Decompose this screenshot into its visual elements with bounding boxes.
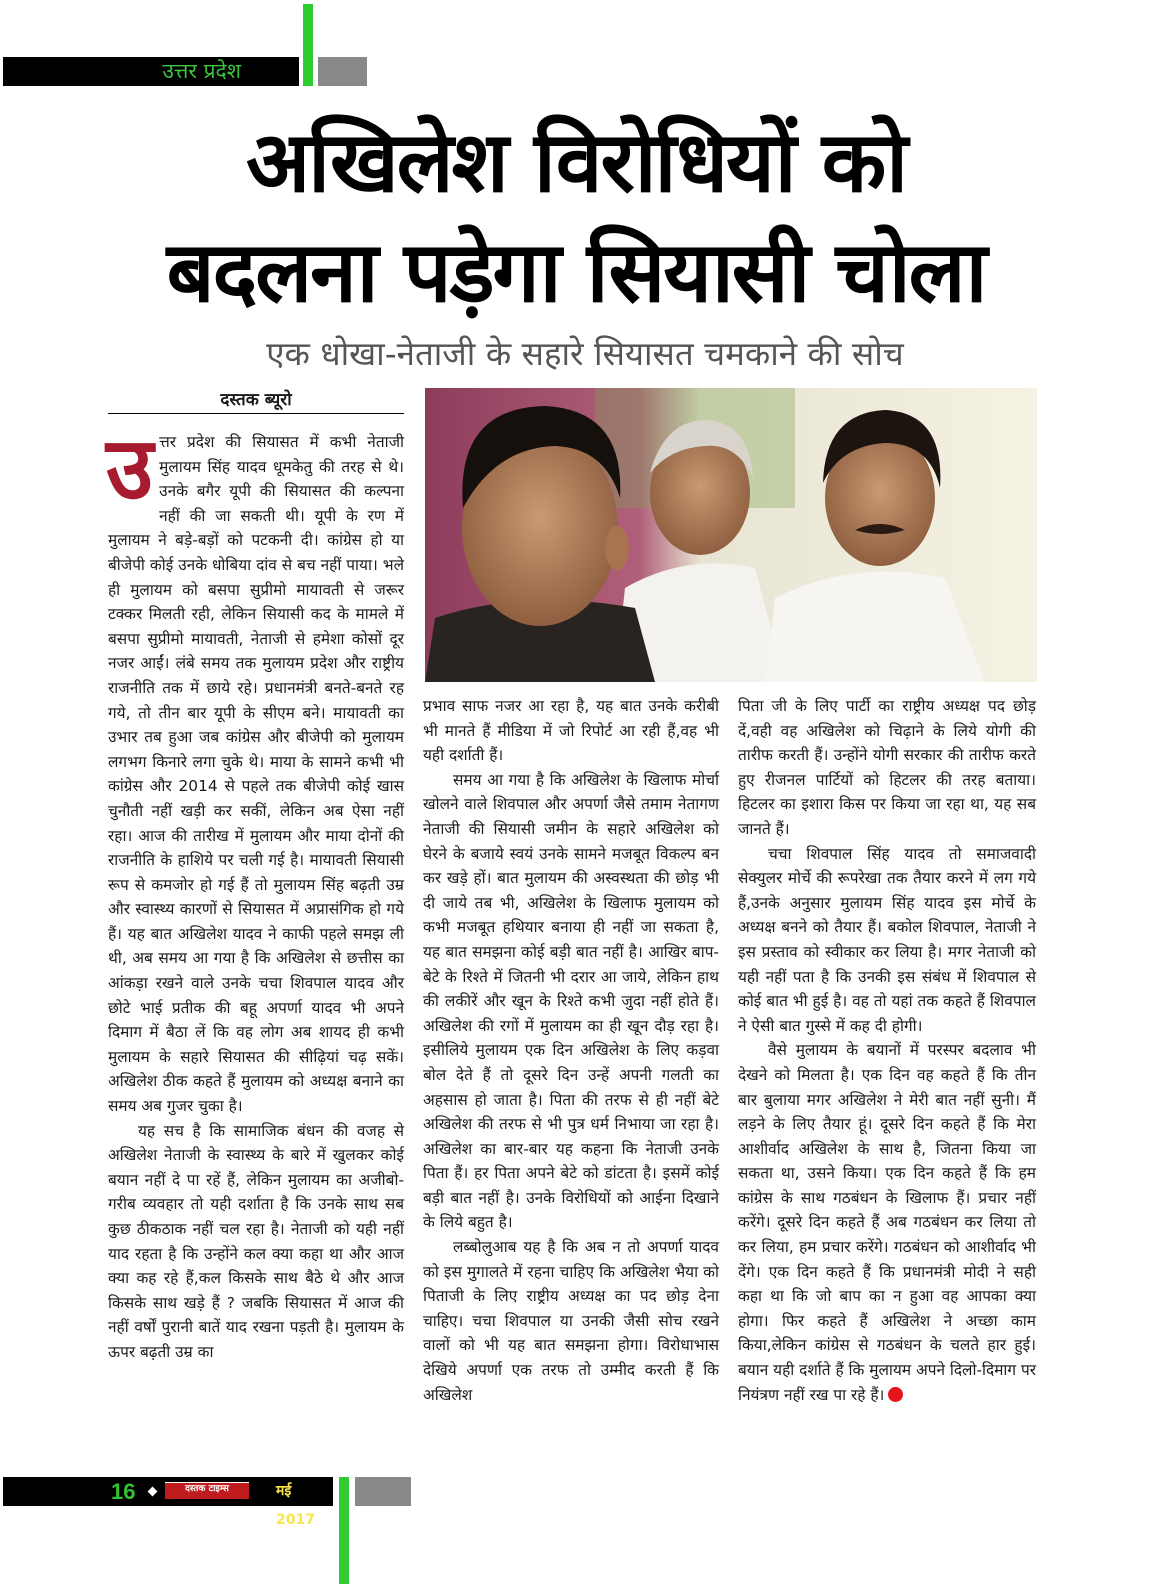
article-end-marker-icon <box>888 1387 903 1402</box>
headline-line-2: बदलना पड़ेगा सियासी चोला <box>166 223 986 321</box>
diamond-bullet-icon <box>148 1487 158 1497</box>
article-column-3 <box>738 694 1036 1407</box>
page-footer-bar <box>3 1477 333 1528</box>
headline-line-1: अखिलेश विरोधियों को <box>246 113 906 211</box>
paragraph <box>106 419 404 1119</box>
paragraph: चचा शिवपाल सिंह यादव तो समाजवादी सेक्युलर मोर्चे की रूपरेखा तक तैयार करने में लग गये हैं,उनके अनुसार मुलायम सिंह यादव इस मोर्चे के अध्यक्ष बनने को तैयार हैं। बकोल शिवपाल, नेताजी ने इस प्रस्ताव को स्वीकार कर लिया है। मगर नेताजी को यही नहीं पता है कि उनकी इस संबंध में शिवपाल से कोई बात भी हुई है। वह तो यहां तक कहते हैं शिवपाल ने ऐसी बात गुस्से में कह दी होगी। <box>738 844 1036 1035</box>
paragraph: लब्बोलुआब यह है कि अब न तो अपर्णा यादव को इस मुगालते में रहना चाहिए कि अखिलेश भैया को पिताजी के लिए राष्ट्रीय अध्यक्ष का पद छोड़ देना चाहिए। चचा शिवपाल या उनकी जैसी सोच रखने वालों को भी यह बात समझना होगा। विरोधाभास देखिये अपर्णा एक तरफ तो उम्मीद करती हैं कि अखिलेश <box>423 1238 719 1404</box>
section-label: उत्तर प्रदेश <box>162 59 241 83</box>
subheading: एक धोखा-नेताजी के सहारे सियासत चमकाने की सोच <box>266 334 904 373</box>
article-column-2 <box>423 694 719 1407</box>
drop-cap: उ <box>106 419 154 519</box>
magazine-logo-text: दस्तक टाइम्स <box>165 1483 249 1496</box>
green-accent-stripe-bottom <box>339 1477 349 1584</box>
article-photo <box>425 388 1037 682</box>
page-number: 16 <box>111 1479 136 1504</box>
photo-collage-illustration <box>425 388 1037 682</box>
paragraph: प्रभाव साफ नजर आ रहा है, यह बात उनके करीबी भी मानते हैं मीडिया में जो रिपोर्ट आ रही हैं,वह भी यही दर्शाती हैं। <box>423 697 719 765</box>
byline-divider <box>108 413 404 414</box>
grey-accent-block-bottom <box>355 1477 411 1506</box>
green-accent-stripe <box>303 4 313 86</box>
paragraph-text: वैसे मुलायम के बयानों में परस्पर बदलाव भी देखने को मिलता है। एक दिन वह कहते हैं कि तीन बार बुलाया मगर अखिलेश ने मेरी बात नहीं सुनी। मैं लड़ने के लिए तैयार हूं। दूसरे दिन कहते हैं कि मेरा आशीर्वाद अखिलेश के साथ है, जितना किया जा सकता था, उसने किया। एक दिन कहते हैं कि हम कांग्रेस के साथ गठबंधन के खिलाफ हैं। प्रचार नहीं करेंगे। दूसरे दिन कहते हैं अब गठबंधन कर लिया तो कर लिया, हम प्रचार करेंगे। गठबंधन को आशीर्वाद भी देंगे। एक दिन कहते हैं कि प्रधानमंत्री मोदी ने सही कहा था कि जो बाप का न हुआ वह आपका क्या होगा। फिर कहते हैं अखिलेश ने अच्छा काम किया,लेकिन कांग्रेस से गठबंधन के चलते हार हुई। बयान यही दर्शाते हैं कि मुलायम अपने दिलो-दिमाग पर नियंत्रण नहीं रख पा रहे हैं। <box>738 1041 1036 1404</box>
paragraph: पिता जी के लिए पार्टी का राष्ट्रीय अध्यक्ष पद छोड़ दें,वही वह अखिलेश को चिढ़ाने के लिये योगी की तारीफ करती हैं। उन्होंने योगी सरकार की तारीफ करते हुए रीजनल पार्टियों को हिटलर की तरह बताया। हिटलर का इशारा किस पर किया जा रहा था, यह सब जानते हैं। <box>738 697 1036 838</box>
paragraph: समय आ गया है कि अखिलेश के खिलाफ मोर्चा खोलने वाले शिवपाल और अपर्णा जैसे तमाम नेतागण नेताजी की सियासी जमीन के सहारे अखिलेश को घेरने के बजाये स्वयं उनके सामने मजबूत विकल्प बन कर खड़े हों। बात मुलायम की अस्वस्थता की छोड़ भी दी जाये तब भी, अखिलेश के खिलाफ मुलायम को कभी मजबूत हथियार बनाया ही नहीं जा सकता है, यह बात समझना कोई बड़ी बात नहीं है। आखिर बाप-बेटे के रिश्ते में जितनी भी दरार आ जाये, लेकिन हाथ की लकीरें और खून के रिश्ते कभी जुदा नहीं होते हैं। अखिलेश की रगों में मुलायम का ही खून दौड़ रहा है। इसीलिये मुलायम एक दिन अखिलेश के लिए कड़वा बोल देते हैं तो दूसरे दिन उन्हें अपनी गलती का अहसास हो जाता है। पिता की तरफ से ही नहीं बेटे अखिलेश की तरफ से भी पुत्र धर्म निभाया जा रहा है। अखिलेश का बार-बार यह कहना कि नेताजी उनके पिता हैं। हर पिता अपने बेटे को डांटता है। इसमें कोई बड़ी बात नहीं है। उनके विरोधियों को आईना दिखाने के लिये बहुत है। <box>423 770 719 1232</box>
issue-date: मई 2017 <box>276 1483 315 1528</box>
byline: दस्तक ब्यूरो <box>220 390 292 410</box>
grey-accent-block <box>318 57 367 86</box>
paragraph-text: त्तर प्रदेश की सियासत में कभी नेताजी मुलायम सिंह यादव धूमकेतु की तरह से थे। उनके बगैर यूपी की सियासत की कल्पना नहीं की जा सकती थी। यूपी के रण में मुलायम ने बड़े-बड़ों को पटकनी दी। कांग्रेस हो या बीजेपी कोई उनके धोबिया दांव से बच नहीं पाया। भले ही मुलायम को बसपा सुप्रीमो मायावती से जरूर टक्कर मिलती रही, लेकिन सियासी कद के मामले में बसपा सुप्रीमो मायावती, नेताजी से हमेशा कोसों दूर नजर आईं। लंबे समय तक मुलायम प्रदेश और राष्ट्रीय राजनीति तक में छाये रहे। प्रधानमंत्री बनते-बनते रह गये, तो तीन बार यूपी के सीएम बने। मायावती का उभार तब हुआ जब कांग्रेस और बीजेपी को मुलायम लगभग किनारे लगा चुके थे। माया के सामने कभी भी कांग्रेस और 2014 से पहले तक बीजेपी कोई खास चुनौती नहीं खड़ी कर सकीं, लेकिन अब ऐसा नहीं रहा। आज की तारीख में मुलायम और माया दोनों की राजनीति के हाशिये पर चली गई है। मायावती सियासी रूप से कमजोर हो गई हैं तो मुलायम सिंह बढ़ती उम्र और स्वास्थ्य कारणों से सियासत में अप्रासंगिक हो गये हैं। यह बात अखिलेश यादव ने काफी पहले समझ ली थी, अब समय आ गया है कि अखिलेश से छत्तीस का आंकड़ा रखने वाले उनके चचा शिवपाल यादव और छोटे भाई प्रतीक की बहू अपर्णा यादव भी अपने दिमाग में बैठा लें कि वह लोग अब शायद ही कभी मुलायम के सहारे सियासत की सीढ़ियां चढ़ सकें। अखिलेश ठीक कहते हैं मुलायम को अध्यक्ष बनाने का समय अब गुजर चुका है। <box>108 433 404 1116</box>
magazine-logo <box>165 1482 249 1499</box>
paragraph: यह सच है कि सामाजिक बंधन की वजह से अखिलेश नेताजी के स्वास्थ्य के बारे में खुलकर कोई बयान नहीं दे पा रहें हैं, लेकिन मुलायम का अजीबो-गरीब व्यवहार तो यही दर्शाता है कि उनके साथ सब कुछ ठीकठाक नहीं चल रहा है। नेताजी को यही नहीं याद रहता है कि उन्होंने कल क्या कहा था और आज क्या कह रहे हैं,कल किसके साथ बैठे थे और आज किसके साथ खड़े हैं ? जबकि सियासत में आज की नहीं वर्षों पुरानी बातें याद रखना पड़ती है। मुलायम के ऊपर बढ़ती उम्र का <box>108 1121 404 1361</box>
section-header-bar <box>3 57 299 86</box>
article-column-1 <box>106 419 404 1365</box>
paragraph <box>738 1038 1036 1407</box>
